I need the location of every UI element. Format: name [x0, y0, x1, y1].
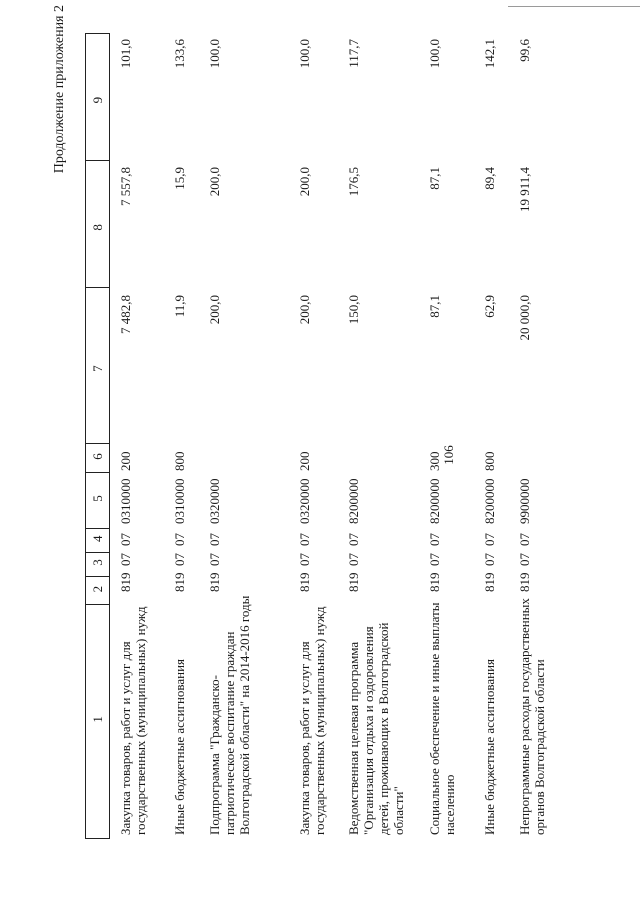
row-col-8: 89,4: [482, 167, 497, 190]
table-row: [517, 33, 547, 839]
header-col-1: 1: [86, 604, 109, 838]
row-col-4: 07: [118, 533, 133, 546]
row-col-3: 07: [297, 553, 312, 566]
table-row: [207, 33, 252, 839]
table-row: [482, 33, 497, 839]
header-col-8: 8: [86, 160, 109, 287]
row-col-7: 7 482,8: [118, 295, 133, 334]
row-col-3: 07: [346, 553, 361, 566]
row-col-5: 9900000: [517, 478, 532, 524]
row-col-7: 200,0: [207, 295, 222, 325]
row-col-3: 07: [517, 553, 532, 566]
row-col-4: 07: [482, 533, 497, 546]
row-col-6: 200: [118, 451, 133, 471]
row-col-6: 800: [482, 451, 497, 471]
table-row: [297, 33, 327, 839]
row-col-2: 819: [207, 572, 222, 592]
row-col-4: 07: [517, 533, 532, 546]
row-col-3: 07: [482, 553, 497, 566]
row-col-4: 07: [427, 533, 442, 546]
row-col-2: 819: [297, 572, 312, 592]
budget-table: [85, 33, 590, 839]
row-col-6: 300: [427, 451, 442, 471]
row-col-2: 819: [118, 572, 133, 592]
row-col-9: 100,0: [207, 39, 222, 69]
row-col-9: 101,0: [118, 39, 133, 69]
continuation-label: Продолжение приложения 2: [52, 5, 67, 174]
row-col-6: [207, 447, 252, 474]
row-col-6: [346, 447, 406, 474]
row-col-8: 87,1: [427, 167, 442, 190]
row-col-2: 819: [172, 572, 187, 592]
row-col-3: 07: [427, 553, 442, 566]
row-col-4: 07: [297, 533, 312, 546]
row-col-7: 62,9: [482, 295, 497, 318]
table-body: [110, 33, 590, 839]
row-col-2: 819: [346, 572, 361, 592]
row-col-8: 15,9: [172, 167, 187, 190]
row-col-4: 07: [172, 533, 187, 546]
table-row: [172, 33, 187, 839]
row-col-8: 200,0: [297, 167, 312, 197]
row-name: Подпрограмма "Гражданско-патриотическое воспитание граждан Волгоградской области" на 2014-2016 годы: [207, 595, 252, 835]
row-col-6: 200: [297, 451, 312, 471]
row-col-7: 200,0: [297, 295, 312, 325]
row-col-6: 800: [172, 451, 187, 471]
row-col-7: 150,0: [346, 295, 361, 325]
table-row: [427, 33, 457, 839]
row-col-8: 19 911,4: [517, 167, 532, 213]
row-col-9: 142,1: [482, 39, 497, 69]
row-name: Ведомственная целевая программа "Организация отдыха и оздоровления детей, проживающих в Волгоградской области": [346, 622, 406, 835]
row-col-3: 07: [207, 553, 222, 566]
row-col-2: 819: [427, 572, 442, 592]
row-col-4: 07: [207, 533, 222, 546]
table-row: [346, 33, 406, 839]
row-col-7: 87,1: [427, 295, 442, 318]
row-col-7: 11,9: [172, 295, 187, 318]
row-name: Иные бюджетные ассигнования: [482, 658, 497, 835]
row-col-9: 100,0: [297, 39, 312, 69]
row-col-5: 8200000: [346, 478, 361, 524]
header-col-7: 7: [86, 287, 109, 442]
header-col-9: 9: [89, 96, 105, 104]
row-col-9: 100,0: [427, 39, 442, 69]
header-col-5: 5: [86, 472, 109, 528]
row-col-5: 8200000: [482, 478, 497, 524]
row-col-8: 200,0: [207, 167, 222, 197]
row-col-9: 99,6: [517, 39, 532, 62]
row-col-9: 117,7: [346, 39, 361, 68]
row-col-3: 07: [172, 553, 187, 566]
row-col-4: 07: [346, 533, 361, 546]
table-row: [118, 33, 148, 839]
row-col-7: 20 000,0: [517, 295, 532, 341]
table-header: [85, 33, 110, 839]
row-col-2: 819: [517, 572, 532, 592]
row-col-5: 0310000: [118, 478, 133, 524]
row-name: Непрограммные расходы государственных органов Волгоградской области: [517, 598, 547, 835]
row-col-9: 133,6: [172, 39, 187, 69]
row-col-8: 176,5: [346, 167, 361, 197]
header-col-3: 3: [86, 552, 109, 577]
row-col-8: 7 557,8: [118, 167, 133, 206]
row-col-6: [517, 447, 547, 474]
row-name: Социальное обеспечение и иные выплаты населению: [427, 602, 457, 835]
row-col-3: 07: [118, 553, 133, 566]
row-col-5: 0310000: [172, 478, 187, 524]
row-col-5: 0320000: [207, 478, 222, 524]
row-col-5: 8200000: [427, 478, 442, 524]
header-col-4: 4: [86, 528, 109, 552]
header-col-2: 2: [86, 576, 109, 603]
header-col-6: 6: [86, 443, 109, 472]
row-col-5: 0320000: [297, 478, 312, 524]
page-number: 106: [441, 445, 456, 465]
row-name: Иные бюджетные ассигнования: [172, 658, 187, 835]
row-name: Закупка товаров, работ и услуг для государственных (муниципальных) нужд: [118, 606, 148, 835]
row-col-2: 819: [482, 572, 497, 592]
row-name: Закупка товаров, работ и услуг для государственных (муниципальных) нужд: [297, 606, 327, 835]
